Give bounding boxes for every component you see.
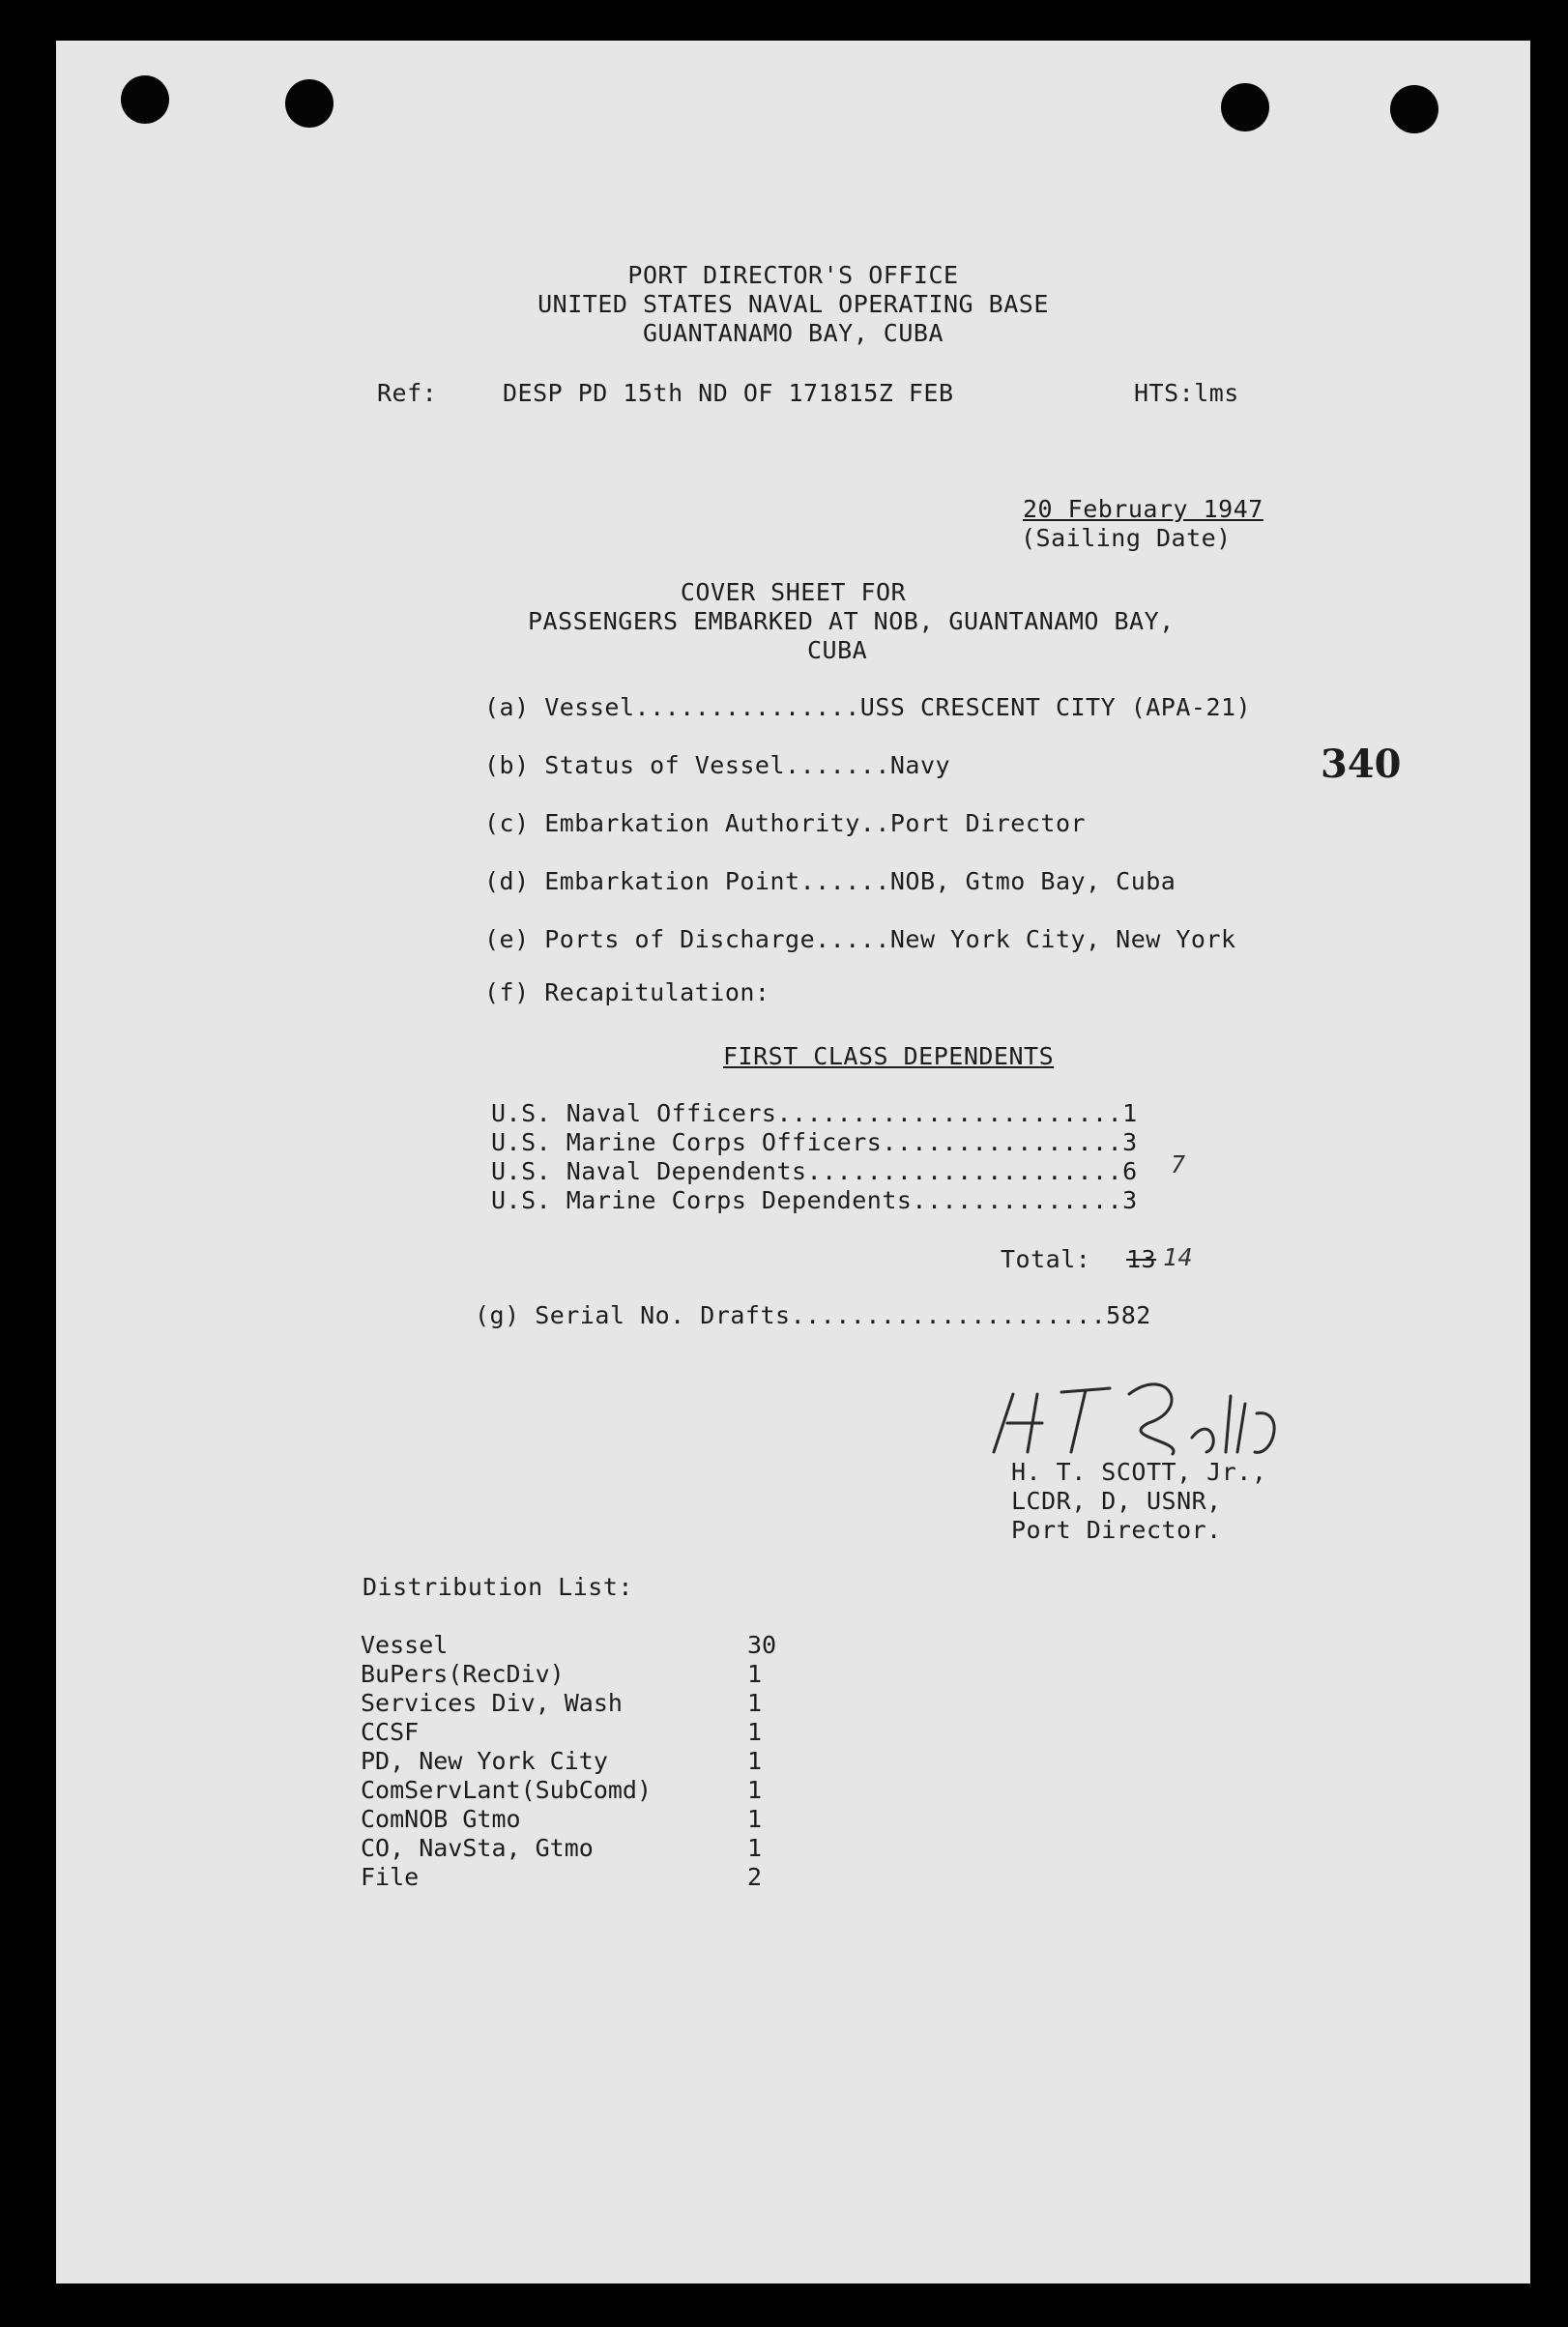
distribution-count: 1 xyxy=(747,1805,763,1833)
header-line-1: PORT DIRECTOR'S OFFICE xyxy=(627,261,959,289)
total-corrected: 14 xyxy=(1163,1243,1194,1271)
distribution-count: 1 xyxy=(747,1776,763,1804)
distribution-count: 1 xyxy=(747,1689,763,1717)
distribution-recipient: File xyxy=(361,1863,420,1891)
distribution-row xyxy=(361,1689,763,1717)
distribution-row xyxy=(361,1747,763,1775)
distribution-row xyxy=(361,1863,763,1891)
serial-drafts: (g) Serial No. Drafts.....................582 xyxy=(475,1301,1151,1329)
punch-hole xyxy=(1390,85,1438,133)
distribution-recipient: CO, NavSta, Gtmo xyxy=(361,1834,594,1862)
distribution-row xyxy=(361,1660,763,1688)
item-vessel: (a) Vessel...............USS CRESCENT CITY (APA-21) xyxy=(484,693,1252,721)
signature-scribble xyxy=(984,1355,1332,1471)
item-embarkation-point: (d) Embarkation Point......NOB, Gtmo Bay, Cuba xyxy=(484,867,1176,895)
recap-row: U.S. Marine Corps Dependents..............3 xyxy=(491,1186,1138,1214)
distribution-row xyxy=(361,1718,763,1746)
document-page xyxy=(56,41,1530,2283)
item-recap: (f) Recapitulation: xyxy=(484,978,770,1006)
distribution-count: 1 xyxy=(747,1834,763,1862)
recap-row: U.S. Marine Corps Officers................3 xyxy=(491,1128,1138,1156)
distribution-recipient: Services Div, Wash xyxy=(361,1689,623,1717)
header-line-3: GUANTANAMO BAY, CUBA xyxy=(642,319,944,347)
distribution-heading: Distribution List: xyxy=(363,1573,633,1601)
title-line-2: PASSENGERS EMBARKED AT NOB, GUANTANAMO BAY, xyxy=(528,607,1175,635)
distribution-recipient: PD, New York City xyxy=(361,1747,608,1775)
ref-value: DESP PD 15th ND OF 171815Z FEB xyxy=(503,379,954,407)
total-struck: 13 xyxy=(1126,1245,1157,1273)
distribution-count: 2 xyxy=(747,1863,763,1891)
sailing-date-caption: (Sailing Date) xyxy=(1021,524,1232,552)
punch-hole xyxy=(121,75,169,124)
distribution-row xyxy=(361,1631,777,1659)
total-label: Total: xyxy=(1001,1245,1091,1273)
naval-dependents-correction: 7 xyxy=(1171,1150,1186,1178)
sailing-date: 20 February 1947 xyxy=(1023,495,1263,523)
item-ports: (e) Ports of Discharge.....New York City, New York xyxy=(484,925,1236,953)
distribution-recipient: BuPers(RecDiv) xyxy=(361,1660,565,1688)
recap-heading: FIRST CLASS DEPENDENTS xyxy=(723,1042,1055,1070)
header-line-2: UNITED STATES NAVAL OPERATING BASE xyxy=(537,290,1049,318)
recap-row: U.S. Naval Officers.......................1 xyxy=(491,1099,1138,1127)
distribution-count: 30 xyxy=(747,1631,777,1659)
title-line-3: CUBA xyxy=(807,636,868,664)
item-authority: (c) Embarkation Authority..Port Director xyxy=(484,809,1087,837)
distribution-recipient: ComNOB Gtmo xyxy=(361,1805,521,1833)
signer-name: H. T. SCOTT, Jr., xyxy=(1011,1458,1267,1486)
recap-row: U.S. Naval Dependents.....................6 xyxy=(491,1157,1138,1185)
distribution-row xyxy=(361,1805,763,1833)
ref-label: Ref: xyxy=(377,379,438,407)
distribution-count: 1 xyxy=(747,1660,763,1688)
item-status: (b) Status of Vessel.......Navy xyxy=(484,751,951,779)
distribution-count: 1 xyxy=(747,1747,763,1775)
distribution-row xyxy=(361,1776,763,1804)
distribution-count: 1 xyxy=(747,1718,763,1746)
page-number: 340 xyxy=(1321,742,1402,787)
signer-title: Port Director. xyxy=(1011,1516,1222,1544)
distribution-recipient: ComServLant(SubComd) xyxy=(361,1776,653,1804)
ref-initials: HTS:lms xyxy=(1134,379,1239,407)
distribution-recipient: Vessel xyxy=(361,1631,449,1659)
signer-rank: LCDR, D, USNR, xyxy=(1011,1487,1222,1515)
distribution-recipient: CCSF xyxy=(361,1718,420,1746)
distribution-row xyxy=(361,1834,763,1862)
title-line-1: COVER SHEET FOR xyxy=(680,578,907,606)
punch-hole xyxy=(285,79,334,128)
punch-hole xyxy=(1221,83,1269,131)
